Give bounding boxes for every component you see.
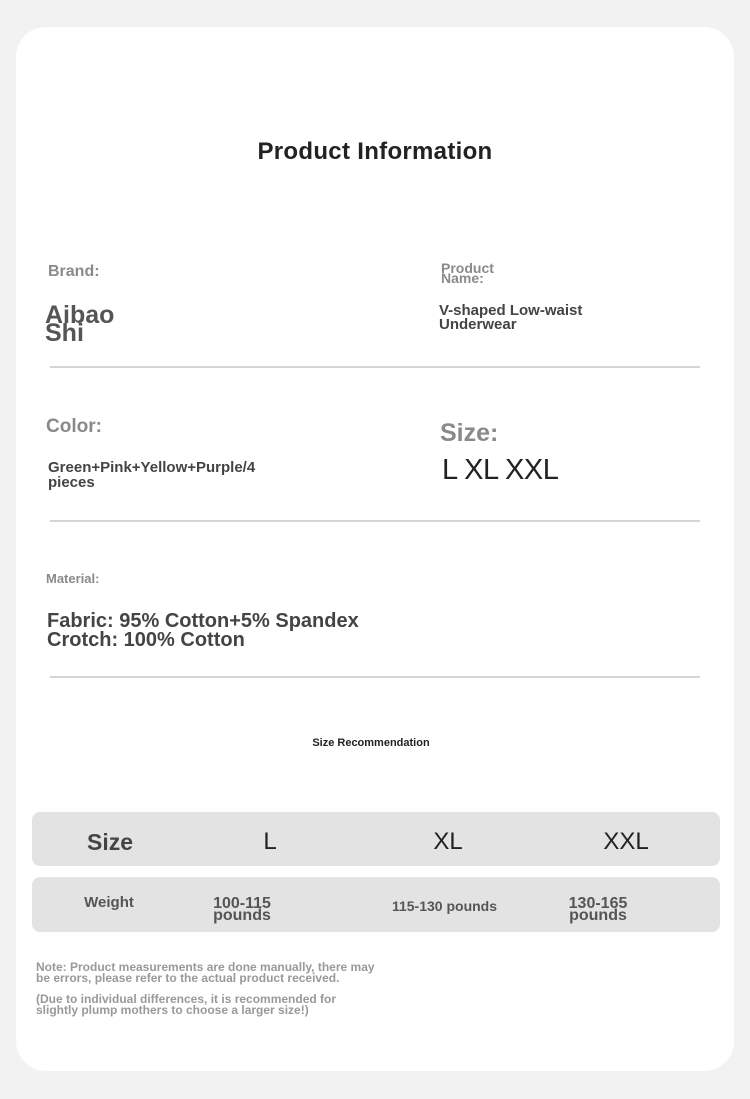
material-value: Fabric: 95% Cotton+5% Spandex Crotch: 100% Cotton [47,610,359,651]
size-advice-note: (Due to individual differences, it is recommended for slightly plump mothers to choose a larger size!) [36,992,337,1017]
size-recommendation-heading: Size Recommendation [312,737,430,749]
weight-label: Weight [84,894,134,911]
weight-row [32,877,720,932]
weight-l: 100-115 pounds [213,895,271,924]
product-name-value: V-shaped Low-waist Underwear [439,302,583,333]
size-column-label: Size [86,829,134,855]
weight-xxl: 130-165 pounds [568,895,628,924]
weight-xl: 115-130 pounds [391,898,498,914]
color-value: Green+Pink+Yellow+Purple/4 pieces [48,459,256,491]
material-label: Material: [46,571,100,586]
size-value: L XL XXL [442,454,559,486]
page-title: Product Information [257,138,493,165]
divider [50,366,700,368]
divider [50,520,700,522]
divider [50,676,700,678]
measurement-note: Note: Product measurements are done manually, there may be errors, please refer to the actual product received. [36,960,375,985]
size-col-xl: XL [433,828,463,855]
size-label: Size: [440,419,499,447]
color-label: Color: [46,416,102,437]
size-col-l: L [263,828,277,855]
brand-label: Brand: [48,263,100,280]
brand-value: Aibao Shi [45,301,115,347]
size-table-header-row [32,812,720,866]
product-name-label: Product Name: [441,260,494,286]
size-col-xxl: XXL [603,828,649,855]
